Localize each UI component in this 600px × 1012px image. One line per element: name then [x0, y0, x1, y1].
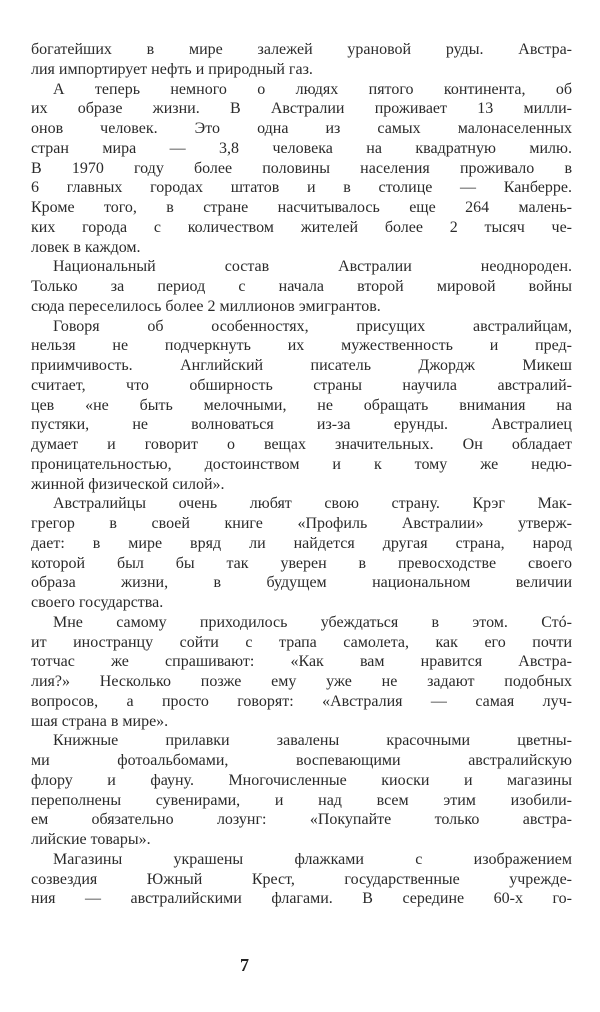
text-line: В 1970 году более половины населения проживало в — [31, 159, 572, 177]
paragraph — [31, 80, 572, 258]
text-line: цев «не быть мелочными, не обращать внимания на — [31, 396, 572, 414]
text-line: их образе жизни. В Австралии проживает 13 милли- — [31, 100, 572, 118]
text-line: богатейших в мире залежей урановой руды. Австра- — [31, 41, 572, 58]
text-line: онов человек. Это одна из самых малонаселенных — [31, 120, 572, 137]
text-line: образа жизни, в будущем национальном величии — [31, 574, 572, 592]
text-line: Кроме того, в стране насчитывалось еще 264 малень- — [31, 199, 572, 216]
text-line: лия импортирует нефть и природный газ. — [31, 60, 313, 78]
text-line: считает, что обширность страны научила австралий- — [31, 376, 572, 394]
text-line: вопросов, а просто говорят: «Австралия — самая луч- — [31, 692, 572, 710]
paragraph — [31, 257, 572, 316]
paragraph — [31, 613, 572, 732]
text-line: ем обязательно лозунг: «Покупайте только австра- — [31, 811, 572, 829]
paragraph — [31, 731, 572, 850]
text-line: Только за период с начала второй мировой войны — [31, 278, 572, 295]
text-line: шая страна в мире». — [31, 712, 169, 730]
text-line: проницательностью, достоинством и к тому же недю- — [31, 455, 572, 473]
text-line: грегор в своей книге «Профиль Австралии» утверж- — [31, 515, 572, 532]
paragraph — [31, 494, 572, 613]
text-line: Книжные прилавки завалены красочными цветны- — [53, 732, 572, 750]
text-line: которой был бы так уверен в превосходстве своего — [31, 554, 572, 572]
text-line: дает: в мире вряд ли найдется другая страна, народ — [31, 534, 572, 552]
text-line: ми фотоальбомами, воспевающими австралийскую — [31, 752, 572, 769]
text-line: Национальный состав Австралии неоднороден. — [53, 258, 572, 276]
text-line: сюда переселилось более 2 миллионов эмигрантов. — [31, 297, 381, 315]
text-line: стран мира — 3,8 человека на квадратную милю. — [31, 139, 572, 157]
text-line: лия?» Несколько позже ему уже не задают подобных — [31, 673, 572, 690]
text-line: жинной физической силой». — [31, 475, 225, 493]
paragraph — [31, 850, 572, 909]
text-line: лийские товары». — [31, 831, 151, 848]
text-line: нельзя не подчеркнуть их мужественность и пред- — [31, 337, 572, 355]
text-line: переполнены сувенирами, и над всем этим изобили- — [31, 791, 572, 809]
page-number: 7 — [240, 955, 249, 975]
text-line: ких города с количеством жителей более 2 тысяч че- — [31, 218, 572, 236]
page-text — [31, 40, 572, 909]
text-line: 6 главных городах штатов и в столице — Канберре. — [31, 179, 572, 197]
text-line: тотчас же спрашивают: «Как вам нравится Австра- — [31, 653, 572, 671]
text-line: созвездия Южный Крест, государственные учрежде- — [31, 870, 572, 888]
text-line: Говоря об особенностях, присущих австралийцам, — [53, 317, 572, 335]
text-line: думает и говорит о вещах значительных. Он обладает — [31, 436, 572, 453]
text-line: пустяки, не волноваться из-за ерунды. Австралиец — [31, 416, 572, 434]
text-line: Австралийцы очень любят свою страну. Крэг Мак- — [53, 495, 572, 513]
text-line: ния — австралийскими флагами. В середине 60-х го- — [31, 890, 572, 908]
text-line: приимчивость. Английский писатель Джордж Микеш — [31, 357, 572, 374]
text-line: ит иностранцу сойти с трапа самолета, как его почти — [31, 633, 572, 651]
text-line: Магазины украшены флажками с изображением — [53, 850, 572, 868]
paragraph — [31, 40, 572, 80]
text-line: А теперь немного о людях пятого континента, об — [53, 80, 572, 98]
text-line: своего государства. — [31, 594, 164, 611]
text-line: ловек в каждом. — [31, 238, 141, 256]
paragraph — [31, 317, 572, 495]
text-line: флору и фауну. Многочисленные киоски и магазины — [31, 771, 572, 789]
text-line: Мне самому приходилось убеждаться в этом. Стó- — [53, 613, 572, 631]
